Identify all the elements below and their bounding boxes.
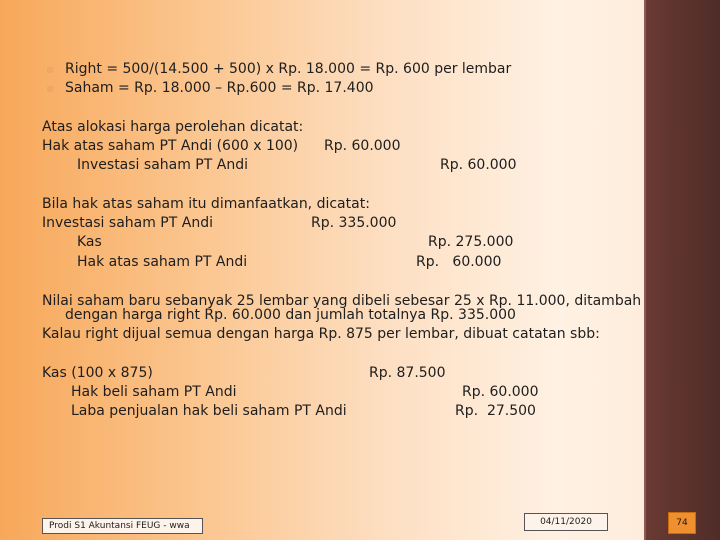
dijual-credit1-account: Hak beli saham PT Andi xyxy=(71,384,237,400)
footer-course-label: Prodi S1 Akuntansi FEUG - wwa xyxy=(42,518,203,534)
dimanfaatkan-debit-amount: Rp. 335.000 xyxy=(311,215,397,231)
alokasi-debit-amount: Rp. 60.000 xyxy=(324,138,401,154)
page-number: 74 xyxy=(668,512,696,534)
dimanfaatkan-credit2-account: Hak atas saham PT Andi xyxy=(77,254,248,270)
dimanfaatkan-heading: Bila hak atas saham itu dimanfaatkan, dicatat: xyxy=(42,196,370,212)
dimanfaatkan-credit1-account: Kas xyxy=(77,234,102,250)
alokasi-credit-amount: Rp. 60.000 xyxy=(440,157,517,173)
bullet-saham-calc: Saham = Rp. 18.000 – Rp.600 = Rp. 17.400 xyxy=(65,80,374,96)
bullet-right-calc: Right = 500/(14.500 + 500) x Rp. 18.000 = Rp. 600 per lembar xyxy=(65,61,512,77)
dimanfaatkan-credit1-amount: Rp. 275.000 xyxy=(428,234,514,250)
alokasi-heading: Atas alokasi harga perolehan dicatat: xyxy=(42,119,304,135)
dijual-credit1-amount: Rp. 60.000 xyxy=(462,384,539,400)
dijual-credit2-account: Laba penjualan hak beli saham PT Andi xyxy=(71,403,347,419)
dijual-debit-account: Kas (100 x 875) xyxy=(42,365,153,381)
alokasi-credit-account: Investasi saham PT Andi xyxy=(77,157,248,173)
dimanfaatkan-credit2-amount: Rp. 60.000 xyxy=(416,254,502,270)
nilai-text-line2: dengan harga right Rp. 60.000 dan jumlah totalnya Rp. 335.000 xyxy=(65,307,516,323)
nilai-text-line3: Kalau right dijual semua dengan harga Rp. 875 per lembar, dibuat catatan sbb: xyxy=(42,326,600,342)
dimanfaatkan-debit-account: Investasi saham PT Andi xyxy=(42,215,213,231)
bullet-marker xyxy=(47,67,53,73)
decorative-side-bar xyxy=(644,0,720,540)
dijual-credit2-amount: Rp. 27.500 xyxy=(455,403,536,419)
alokasi-debit-account: Hak atas saham PT Andi (600 x 100) xyxy=(42,138,299,154)
dijual-debit-amount: Rp. 87.500 xyxy=(369,365,446,381)
nilai-text-line1: Nilai saham baru sebanyak 25 lembar yang dibeli sebesar 25 x Rp. 11.000, ditambah xyxy=(42,293,642,309)
footer-date: 04/11/2020 xyxy=(524,513,608,531)
bullet-marker xyxy=(47,86,53,92)
